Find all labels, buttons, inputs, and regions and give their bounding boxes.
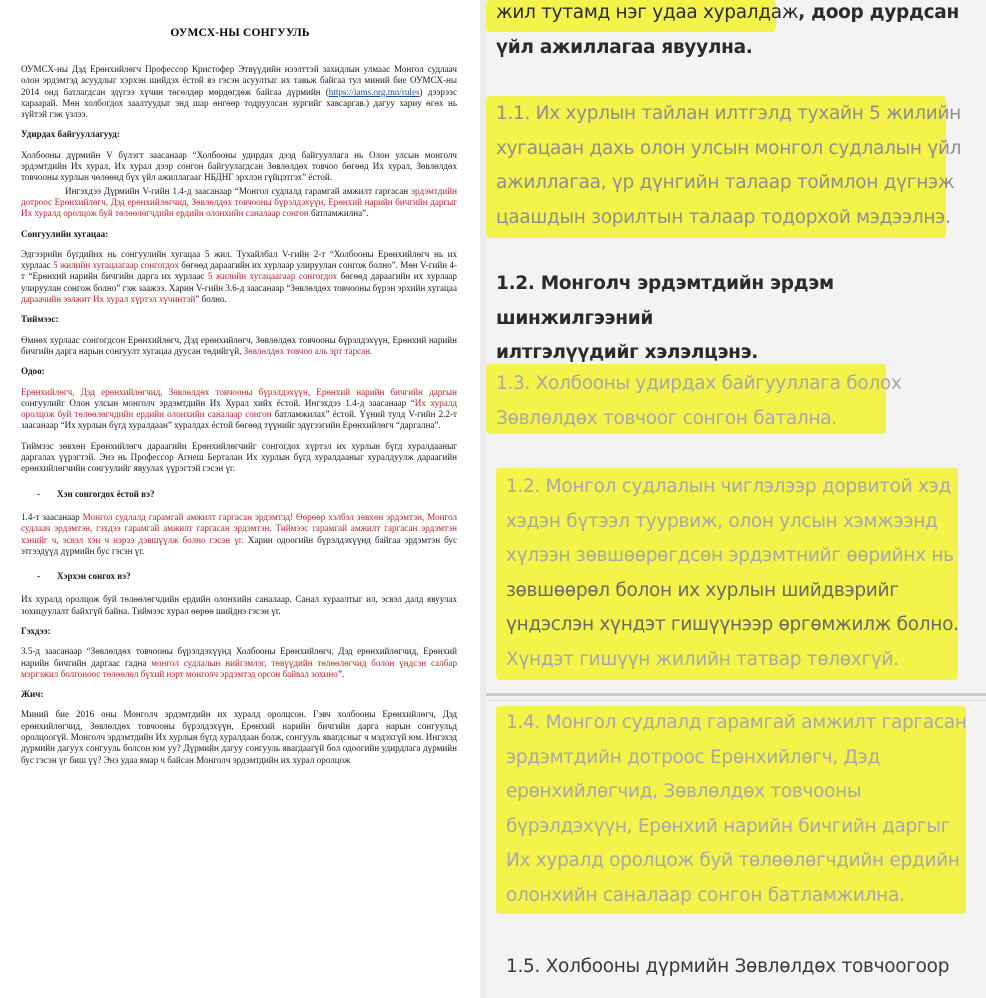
rule-1-5: 1.5. Холбооны дүрмийн Зөвлөлдөх товчоогоор [506, 956, 950, 977]
heading-how: - Хэрхэн сонгох вэ? [37, 571, 131, 582]
heading-now: Одоо: [21, 366, 45, 377]
document-page [0, 0, 480, 998]
rule-1-3: 1.3. Холбооны удирдах байгууллага болох Зөвлөлдөх товчоог сонгон батална. [496, 373, 902, 429]
term-paragraph: Эдгээрийн бүгдийнх нь сонгуулийн хугацаа 5 жил. Тухайлбал V-гийн 2-т “Холбооны Ерөнхийлөгч нь их хурлаас 5 жилийн хугацаагаар сонгогдох бөгөөд дараагийн их хурлаар улируулан сонгож болно”. Мөн V-гийн 4-т “Ерөнхий нарийн бичгийн дарга их хурлаас 5 жилийн хугацаагаар сонгогдох бөгөөд дараагийн их хурлаар улируулан сонгож болно” гэж заажээ. Харин V-гийн 3.6-д заасанаар “Зөвлөлдөх товчооны бүрэн эрхийн хугацаа дараачийн ээлжит Их хурал хүртэл хүчинтэй” болно. [21, 248, 457, 305]
rules-link[interactable]: https://iams.org.mn/rules [328, 86, 420, 97]
heading-who: - Хэн сонгогдох ёстой вэ? [37, 488, 155, 499]
rules-intro: жил тутамд нэг удаа хуралдаж, доор дурдсан үйл ажиллагаа явуулна. [496, 2, 959, 58]
highlighted-rules-photo [486, 0, 986, 998]
therefore-paragraph: Өмнөх хурлаас сонгогдсон Ерөнхийлөгч, Дэд ерөнхийлөгч, Зөвлөлдөх товчооны бүрэлдэхүүн, Ерөнхий нарийн бичгийн дарга нарын сонгуулт хугацаа дуусан төдийгүй, Зөвлөлдөх товчоо аль эрт тарсан. [21, 334, 457, 356]
how-paragraph: Их хуралд оролцож буй төлөөлөгчдийн ердийн олонхийн саналаар. Санал хураалтыг ил, эсвэл далд явуулах зохицуулалт байхгүй байна. Тиймээс хурал өөрөө шийднэ гэсэн үг. [21, 594, 457, 616]
leaders-paragraph-1: Холбооны дүрмийн V бүлэгт заасанаар “Холбооны удирдах дээд байгууллага нь Олон улсын монголч эрдэмтдийн Их хурал, Их хурал дээр сонгон байгуулагдсан Зөвлөлдөх товчоо бөгөөд Их хурал, Зөвлөлдөх товчооны хурлын чөлөөнд бүх үйл ажиллагааг НБДНГ эрхлэн гүйцэтгэх” ёстой. [21, 149, 457, 183]
photo-separator [486, 700, 986, 701]
document-body [21, 64, 457, 775]
heading-therefore: Тиймээс: [21, 314, 59, 325]
intro-paragraph: ОУМСХ-ны Дэд Ерөнхийлөгч Профессор Кристофер Этвүүдийн нээлттэй захидлын улмаас Монгол судлаач олон эрдэмтэд асуудлыг хэрхэн шийдэх ёстой вэ гэсэн асуултыг их тавьж байгаа тул миний бие ОУМСХ-ны 2014 онд батлагдсан эдүгээ хүчин төгөлдөр мөрдөгдөж байгаа дүрмийн (https://iams.org.mn/rules) дээрээс хараарай. Мөн холбогдох заалтуудыг энд шар өнгөөр тодруулсан зургийг хавсаргав.) дагуу хариу өгөх нь зүйтэй гэж үзлээ. [21, 64, 457, 120]
now-paragraph-1: Ерөнхийлөгч, Дэд ерөнхийлөгчид, Зөвлөлдөх товчооны бүрэлдэхүүн, Ерөнхий нарийн бичгийн даргын сонгуулийг Олон улсын монголч эрдэмтдийн Их Хурал хийх ёстой. Ингэхдээ 1.4-д заасанаар “Их хуралд оролцож буй төлөөлөгчдийн ердийн олонхийн саналаар сонгон батламжилах” ёстой. Үүний тулд V-гийн 2.2-т заасанаар “Их хурлын бүгд хуралдаан” хуралдах ёстой бөгөөд түүнийг эдүгээгийн Ерөнхийлөгч “даргална”. [21, 386, 457, 431]
rule-1-4: 1.4. Монгол судлалд гарамгай амжилт гаргасан эрдэмтдийн дотроос Ерөнхийлөгч, Дэд ерөнхийлөгчид, Зөвлөлдөх товчооны бүрэлдэхүүн, Ерөнхий нарийн бичгийн даргыг Их хуралд оролцож буй төлөөлөгчдийн ердийн олонхийн саналаар сонгон батламжилна. [506, 712, 967, 906]
photo-separator [486, 693, 986, 696]
however-paragraph: 3.5-д заасанаар “Зөвлөлдөх товчооны бүрэлдэхүүнд Холбооны Ерөнхийлөгч, Дэд ерөнхийлөгчид, Ерөнхий нарийн бичгийн даргаас гадна монгол судлалын нийгэмлэг, төвүүдийн төлөөлөгчид болон үндсэн салбар мэргэжил болгоноос төлөөлөл бүхий нэрт монголч эрдэмтэд орсон байвал зохино”. [21, 646, 457, 679]
bullet-dash: - [37, 571, 41, 582]
rule-1-2-honorary: 1.2. Монгол судлалын чиглэлээр дорвитой хэд хэдэн бүтээл туурвиж, олон улсын хэмжээнд хүлээн зөвшөөрөгдсөн эрдэмтнийг өөрийнх нь зөвшөөрөл болон их хурлын шийдвэрийг үндэслэн хүндэт гишүүнээр өргөмжилж болно. Хүндэт гишүүн жилийн татвар төлөхгүй. [506, 476, 959, 670]
who-paragraph: 1.4-т заасанаар Монгол судлалд гарамгай амжилт гаргасан эрдэмтэд! Өөрөөр хэлбэл зөвхөн эрдэмтэн, Монгол судлаач эрдэмтэн, гэхдээ гарамгай амжилт гаргасан эрдэмтэн. Тиймээс гарамгай амжилт гаргасан эрдэмтэн хэнийг ч, эсвэл хэн ч нэрээ дэвшүүлж болно гэсэн үг. Харин одоогийн бүрэлдэхүүнд байгаа эрдэмтэн бус этгээдүүд дүрмийн бус гэсэн үг. [21, 511, 457, 556]
leaders-paragraph-2: Ингэхдээ Дүрмийн V-гийн 1.4-д заасанаар “Монгол судлалд гарамгай амжилт гаргасан эрдэмтдийн дотроос Ерөнхийлөгч, Дэд ерөнхийлөгчид, Зөвлөлдөх товчооны бүрэлдэхүүн, Ерөнхий нарийн бичгийн даргыг Их хуралд оролцож буй төлөөлөгчдийн ердийн олонхийн саналаар сонгон батламжилна”. [21, 185, 457, 219]
note-paragraph: Миний бие 2016 оны Монголч эрдэмтдийн их хуралд оролцсон. Гэвч холбооны Ерөнхийлөгч, Дэд ерөнхийлөгчид, Зөвлөлдөх товчооны бүрэлдэхүүн, Ерөнхий нарийн бичгийн дарга нарын сонгуульд оролцоогүй. Монголч эрдэмтдийн Их хурлын бүгд хуралдаан болж, сонгууль явагдсныг ч мэдэхгүй юм. Ингэхэд дүрмийн дагуух сонгууль болсон юм уу? Дүрмийн дагуу сонгууль явагдаагүй бол одоогийн удирдлага дүрмийн бус гэсэн үг биш үү? Энэ удаа ямар ч байсан Монголч эрдэмтдийн их хурал оролцож [21, 709, 457, 765]
heading-term: Сонгуулийн хугацаа: [21, 228, 109, 239]
heading-however: Гэхдээ: [21, 625, 51, 636]
now-paragraph-2: Тиймээс зөвхөн Ерөнхийлөгч дараагийн Ерөнхийлөгчийг сонгогдох хүртэл их хурлын бүгд хуралдааныг даргалах үүрэгтэй. Энэ нь Профессор Агнеш Берталан Их хурлын бүгд хуралдааныг хуралдуулж дараагийн ерөнхийлөгчийн сонгуулийг явуулах үүрэгтэй гэсэн үг. [21, 440, 457, 474]
rule-1-1: 1.1. Их хурлын тайлан илтгэлд тухайн 5 жилийн хугацаан дахь олон улсын монгол судлалын үйл ажиллагаа, үр дүнгийн талаар тоймлон дүгнэж цаашдын зорилтын талаар тодорхой мэдээлнэ. [496, 103, 962, 228]
rule-1-2-papers: 1.2. Монголч эрдэмтдийн эрдэм шинжилгээний илтгэлүүдийг хэлэлцэнэ. [496, 273, 834, 363]
heading-leaders: Удирдах байгууллагууд: [21, 129, 120, 140]
document-title: ОУМСХ-НЫ СОНГУУЛЬ [170, 27, 310, 39]
heading-note: Жич: [21, 689, 44, 700]
bullet-dash: - [37, 488, 41, 499]
